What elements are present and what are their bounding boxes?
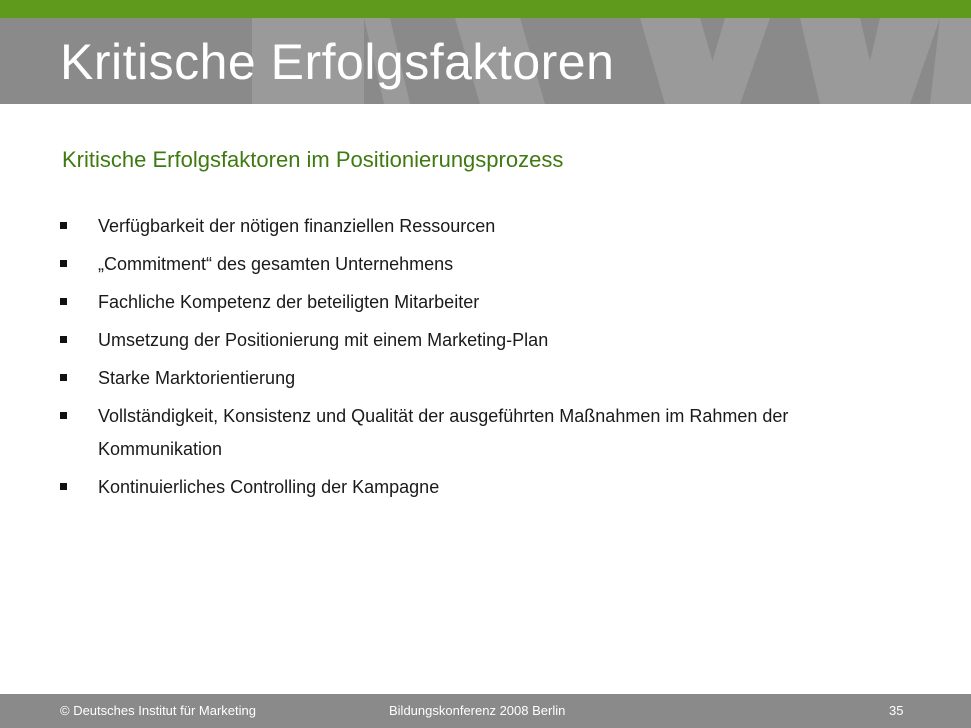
bullet-text: Starke Marktorientierung — [98, 368, 296, 388]
bullet-text: Vollständigkeit, Konsistenz und Qualität der ausgeführten Maßnahmen im Rahmen der Kommunikation — [98, 406, 789, 459]
slide-title: Kritische Erfolgsfaktoren — [60, 34, 615, 90]
bullet-item — [60, 248, 880, 281]
bullet-text: „Commitment“ des gesamten Unternehmens — [98, 254, 454, 274]
footer-copyright: © Deutsches Institut für Marketing — [60, 703, 256, 718]
slide-subtitle: Kritische Erfolgsfaktoren im Positionierungsprozess — [62, 147, 564, 172]
bullet-text: Verfügbarkeit der nötigen finanziellen Ressourcen — [98, 216, 496, 236]
title-bar — [0, 18, 971, 104]
bullet-list — [60, 210, 880, 509]
square-bullet-icon — [60, 260, 67, 267]
square-bullet-icon — [60, 298, 67, 305]
square-bullet-icon — [60, 336, 67, 343]
footer-event: Bildungskonferenz 2008 Berlin — [389, 703, 566, 718]
page-number: 35 — [889, 703, 904, 718]
bullet-item — [60, 471, 880, 504]
bullet-item — [60, 324, 880, 357]
footer-bar — [0, 694, 971, 728]
bullet-text: Fachliche Kompetenz der beteiligten Mitarbeiter — [98, 292, 480, 312]
square-bullet-icon — [60, 412, 67, 419]
top-accent-stripe — [0, 0, 971, 18]
square-bullet-icon — [60, 374, 67, 381]
bullet-text: Kontinuierliches Controlling der Kampagne — [98, 477, 440, 497]
bullet-item — [60, 286, 880, 319]
square-bullet-icon — [60, 483, 67, 490]
bullet-text: Umsetzung der Positionierung mit einem Marketing-Plan — [98, 330, 549, 350]
bullet-item — [60, 362, 880, 395]
bullet-item — [60, 210, 880, 243]
square-bullet-icon — [60, 222, 67, 229]
bullet-item — [60, 400, 880, 466]
